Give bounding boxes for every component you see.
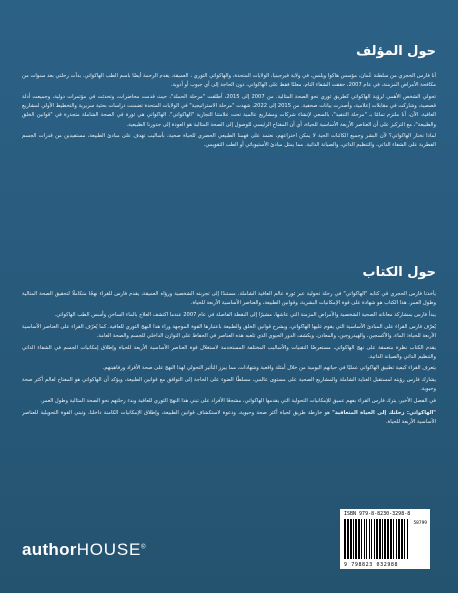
publisher-logo-author: author: [22, 540, 77, 559]
barcode-bar: [364, 519, 365, 559]
barcode-bar: [376, 519, 378, 559]
book-closing-paragraph: [22, 409, 436, 427]
book-heading: حول الكتاب: [362, 265, 436, 280]
barcode-bar: [401, 519, 403, 559]
barcode-bar: [384, 519, 386, 559]
barcode-bars: [344, 519, 408, 559]
barcode-bar: [393, 519, 394, 559]
barcode-bar: [355, 519, 357, 559]
barcode-bar: [374, 519, 375, 559]
barcode-bar: [371, 519, 372, 559]
book-paragraph-5: يتعرف القراء كيفية تطبيق الهاكواتي عمليًا في حياتهم اليومية من خلال أمثلة واقعية وشهادات، مما يبرز التأثير التحولي لهذا النهج على صحة الأفراد ورفاهيتهم.: [102, 365, 436, 372]
barcode-bar: [396, 519, 397, 559]
barcode-bar: [350, 519, 352, 559]
barcode-bar: [390, 519, 392, 559]
book-closing-title: "الهاكواتي: رحلتك إلى الحياة المتعافية": [332, 409, 436, 416]
book-description: [22, 290, 436, 502]
barcode-bar: [344, 519, 346, 559]
barcode-digits: 9 798823 032988: [344, 562, 399, 568]
book-paragraph-2: يبدأ فارس بمشاركة معاناته الصحية الشخصية والأمراض المزمنة التي عاشها، مشيرًا إلى النقطة الفاصلة في عام 2007 عندما اكتشف العلاج بالماء الساخن وأسس الطب الهاكواتي.: [54, 311, 436, 318]
publisher-logo-trademark: ®: [141, 544, 146, 551]
barcode-bar: [366, 519, 367, 559]
book-paragraph-4: يقدم الكتاب نظرة متعمقة على نهج الهاكواتي، مستعرضًا التقنيات والأساليب المختلفة المستخدمة لاستغلال قوة العناصر الأساسية الأربعة للحياة وإطلاق إمكانيات الجسم في الشفاء الذاتي والتنظيم الذاتي والصيانة الذاتية.: [22, 344, 436, 360]
author-paragraph-1: أنا فارس الحجري من سلطنة عُمان، مؤسس هاكوا ويلنس، في ولاية فيرجينيا، الولايات المتحدة، والهاكواتي الثوري ، العميقة، يقدم الرحمة أيضًا باسم الطب الهاكواتي. بدأت رحلتي بعد سنوات من مكافحة الأمراض المزمنة، في عام 2007، حققت الشفاء التام، معلنًا فقط على الهاكواتي، دون الحاجة إلى أي جيوب أو أدوية.: [22, 73, 436, 89]
barcode-bar: [382, 519, 383, 559]
book-paragraph-3: يُعرّف فارس القراء على المبادئ الأساسية التي يقوم عليها الهاكواتي، ويشرح قوانين الخلق والطبيعة باعتبارها القوة الموجهة وراء هذا النهج الثوري للعافية. كما يُعرّف القراء على العناصر الأساسية الأربعة للحياة: الماء، والأكسجين، والهيدروجين، والمعادن. ويكشف الدور الحيوي الذي تلعبه هذه العناصر في الحفاظ على التوازن الداخلي للجسم والصحة العامة.: [22, 323, 436, 339]
barcode-bar: [353, 519, 354, 559]
barcode-bar: [407, 519, 408, 559]
author-bio: [22, 72, 436, 257]
book-paragraph-6: يشارك فارس رؤيته لمستقبل العناية الشاملة والمشاريع الصحية على مستوى عالمي، مسلطًا الضوء على الحاجة إلى التوافق مع قوانين الطبيعة، ويؤكد أن الهاكواتي هو المفتاح لعالم أكثر صحة وحيوية.: [22, 377, 436, 393]
isbn-barcode: [340, 509, 430, 569]
author-paragraph-3: لماذا نختار الهاكواتي؟ لأن البشر وجميع الكائنات الحية لا يمكن اختراعهم، نعتمد على فهمنا الطبيعي الحصري للحياة صحية، بأساليب تهدف على مبادئ الطبيعة، مستفيدين من قدرات الجسم الفطرية على الشفاء الذاتي، والتنظيم الذاتي، والصيانة الذاتية. مما يمثل مبادئ الأستيوباثي أو الطب التقويمي.: [22, 133, 436, 149]
publisher-logo: [22, 540, 146, 560]
isbn-label: ISBN 979-8-8230-3298-8: [344, 511, 411, 517]
author-heading: حول المؤلف: [356, 44, 436, 59]
barcode-bar: [387, 519, 389, 559]
barcode-bar: [361, 519, 362, 559]
barcode-bar: [369, 519, 370, 559]
barcode-bar: [379, 519, 381, 559]
author-paragraph-2: تحولي الشخص الأهمي لرؤية الهاكواتي كطريق ثوري نحو الصحة المثالية. من 2007 إلى 2015، أطلقت "مرحلة الحملة"، حيث قدمت محاضرات، وتحدثت في مؤتمرات دولية، وجميعت أدلة قصصية، وشاركت في مقابلات إعلامية، وأصدرت بيانات صحفية. من 2015 إلى 2022، شهدت "مرحلة الاستراتيجية" في الولايات المتحدة تضمنت دراسات بحثية سريرية والتخطيط الأولي لمشاريع العافية. الآن، أنا ملتزم تمامًا بـ "مرحلة التنفيذ"، بالسعي لإنشاء شركات ومشاريع عالمية تحت علامتنا التجارية "الهاكواتي". الهاكواتي هي ثورة في الصحة الشاملة متجذرة في "قوانين الخلق والطبيعة"، مع التركيز على أن العناصر الأربعة الأساسية للحياة، أي أن المفتاح الرئيسي للوصول إلى الصحة المثالية هو العودة إلى جذورنا الطبيعية.: [22, 93, 436, 128]
barcode-bar: [358, 519, 360, 559]
barcode-bar: [347, 519, 349, 559]
book-paragraph-7: في الفصل الأخير، يترك فارس القراء بفهم عميق للإمكانيات التحولية التي يقدمها الهاكواتي، مشجعًا الأفراد على تبني هذا النهج الثوري للعافية وبدء رحلتهم نحو الصحة المثالية وطول العمر.: [40, 398, 436, 405]
book-closing-text: هو خارطة طريق لحياة أكثر صحة وحيوية، ودعوة لاستكشاف قوانين الطبيعة، وإطلاق الإمكانيات الكامنة داخلنا، وتبني القوة التحويلية للعناصر الأساسية الأربعة للحياة.: [22, 409, 436, 425]
publisher-logo-house: HOUSE: [76, 540, 142, 559]
barcode-bar: [398, 519, 400, 559]
price-code: 58799: [413, 521, 427, 526]
book-paragraph-1: يأخذنا فارس الحجري في كتابه "الهاكواتي" في رحلة تحولية عبر ثورة عالم العافية الشاملة. مستندًا إلى تجربته الشخصية ورؤاه العميقة، يقدم فارس للقراء نهجًا متكاملًا لتحقيق الصحة المثالية وطول العمر. هذا الكتاب هو شهادة على قوة الإمكانيات البشرية، وقوانين الطبيعة، والعناصر الأساسية الأربعة للحياة.: [22, 291, 436, 307]
barcode-bar: [404, 519, 405, 559]
